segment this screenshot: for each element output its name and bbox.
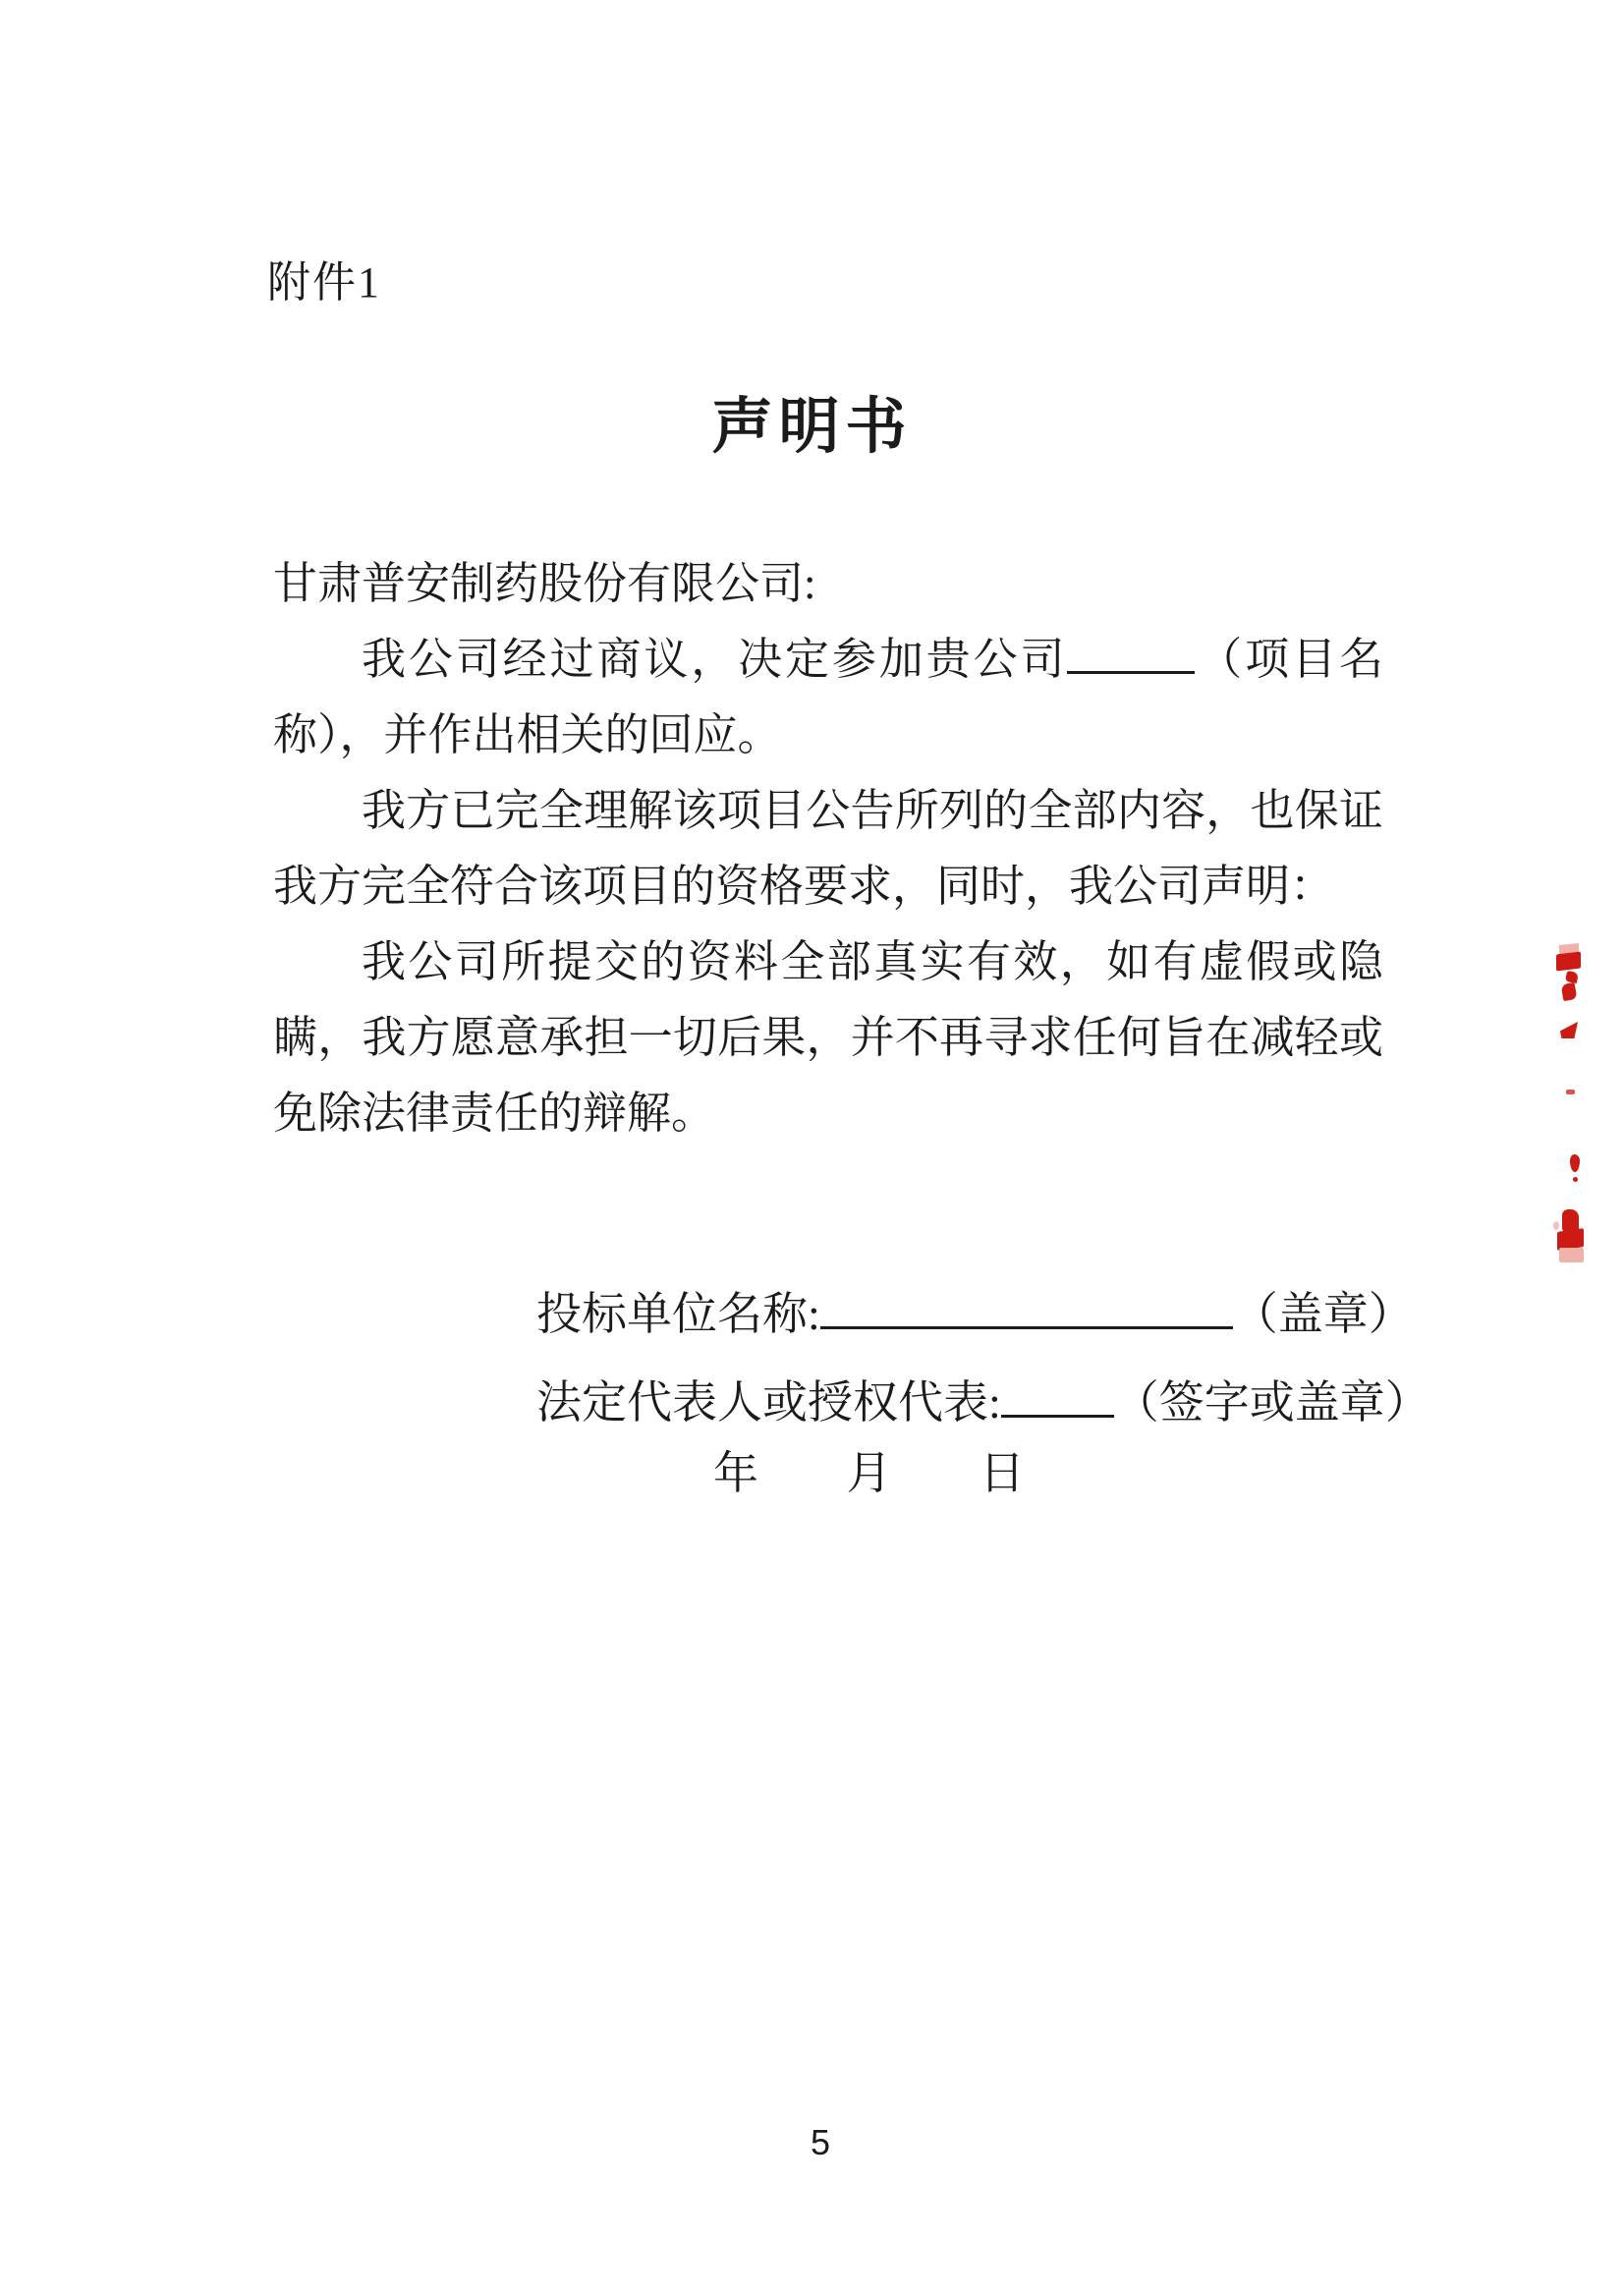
seal-fragment-icon	[1570, 1154, 1580, 1172]
bidder-name-label: 投标单位名称:	[536, 1289, 820, 1339]
month-label: 月	[846, 1448, 892, 1498]
date-line	[713, 1444, 1025, 1503]
representative-label: 法定代表人或授权代表:	[536, 1377, 1001, 1427]
signature-bidder-row	[536, 1285, 1414, 1344]
seal-fragment-icon	[1556, 951, 1581, 971]
project-name-blank-line	[1067, 632, 1195, 674]
salutation-line: 甘肃普安制药股份有限公司:	[273, 559, 816, 608]
signature-representative-row	[536, 1373, 1430, 1432]
day-label: 日	[980, 1448, 1025, 1498]
seal-fragment-icon	[1566, 1090, 1575, 1094]
paragraph-project-before-blank: 我公司经过商议，决定参加贵公司	[362, 635, 1068, 684]
seal-note: （盖章）	[1232, 1289, 1414, 1339]
attachment-label: 附件1	[267, 258, 381, 307]
seal-fragment-icon	[1553, 1221, 1559, 1230]
paragraph-project	[273, 622, 1383, 773]
document-title: 声明书	[711, 394, 913, 461]
page-number: 5	[810, 2122, 831, 2162]
seal-fragment-icon	[1559, 1248, 1584, 1262]
paragraph-project-after-blank: （项目名称），并作出相关的回应。	[273, 635, 1383, 759]
paragraph-understanding: 我方已完全理解该项目公告所列的全部内容，也保证我方完全符合该项目的资格要求，同时，我公司声明：	[273, 786, 1383, 911]
body-text	[273, 546, 1383, 1151]
seal-fragment-icon	[1560, 1022, 1578, 1038]
seal-fragment-icon	[1561, 982, 1578, 1001]
paragraph-commitment: 我公司所提交的资料全部真实有效，如有虚假或隐瞒，我方愿意承担一切后果，并不再寻求任何旨在减轻或免除法律责任的辩解。	[273, 937, 1383, 1138]
seal-fragment-icon	[1565, 971, 1579, 983]
bidder-name-blank-line	[820, 1287, 1233, 1329]
seal-fragment-icon	[1573, 1177, 1578, 1182]
year-label: 年	[713, 1448, 758, 1498]
representative-blank-line	[1001, 1375, 1114, 1418]
sign-or-seal-note: （签字或盖章）	[1113, 1377, 1430, 1427]
